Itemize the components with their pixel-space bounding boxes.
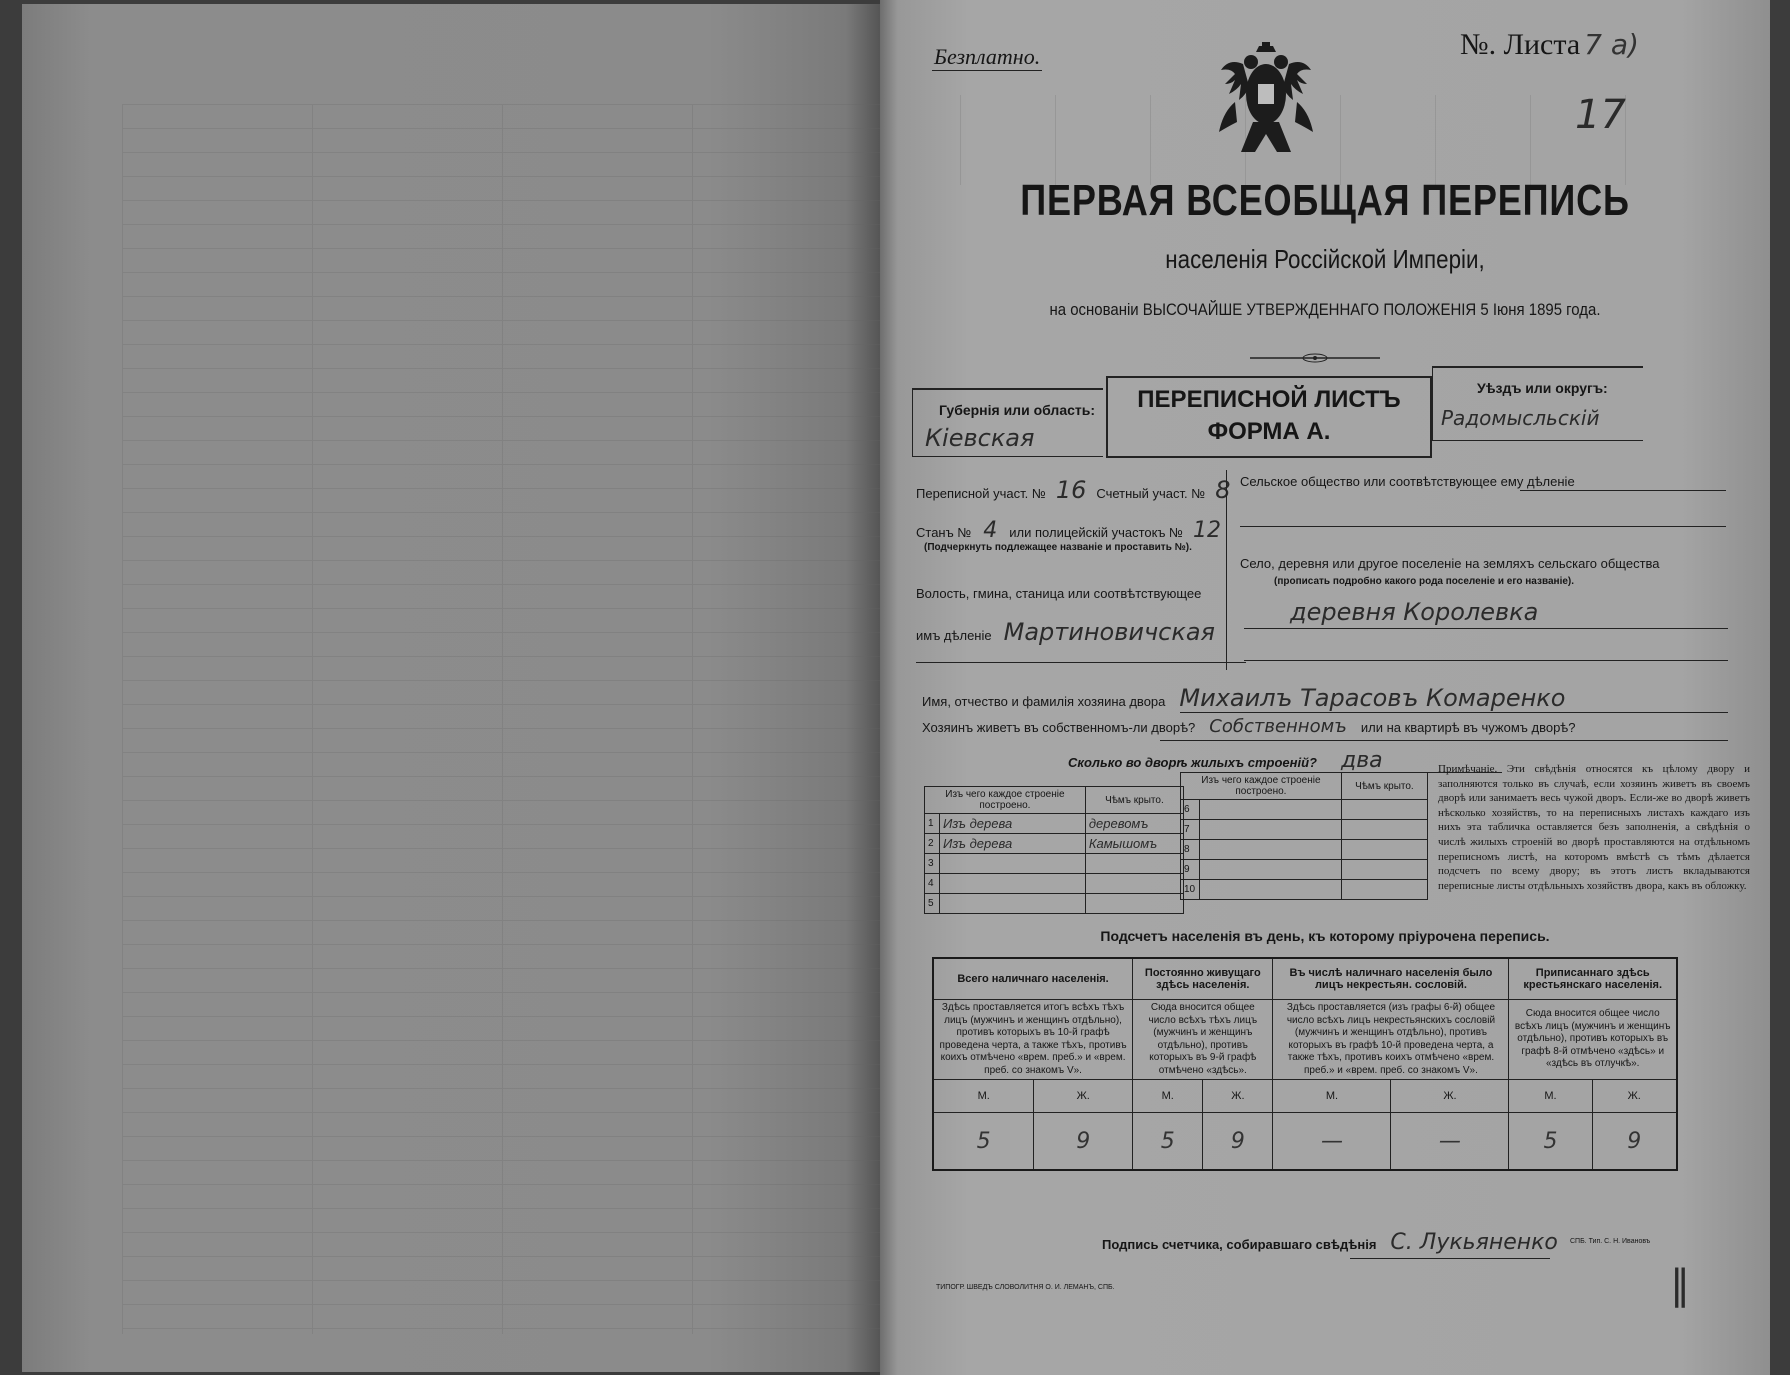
archive-number: 17 — [1575, 92, 1626, 138]
village-note: (прописать подробно какого рода поселеніе и его названіе). — [1274, 576, 1575, 587]
buildings-col-material: Изъ чего каждое строеніе построено. — [925, 787, 1086, 814]
pop-desc-peasant: Сюда вносится общее число всѣхъ лицъ (мужчинъ и женщинъ отдѣльно), противъ которыхъ въ графѣ 8-й отмѣчено «здѣсь» и «здѣсь въ отлучкѣ». — [1509, 1000, 1677, 1080]
uezd-value: Радомысльскій — [1441, 406, 1600, 430]
volost-underline — [916, 662, 1246, 663]
form-basis-line: на основаніи ВЫСОЧАЙШЕ УТВЕРЖДЕННАГО ПОЛОЖЕНІЯ 5 Іюня 1895 года. — [1049, 300, 1601, 319]
pop-value: 5 — [1509, 1113, 1592, 1171]
double-headed-eagle-emblem — [1213, 42, 1319, 164]
left-page — [22, 4, 880, 1372]
sheet-number-label: №. Листа — [1460, 28, 1581, 61]
owner-lives-underline — [1160, 740, 1728, 741]
sheet-number-value: 7 а) — [1584, 28, 1639, 61]
owner-lives-label: Хозяинъ живетъ въ собственномъ-ли дворѣ? — [922, 720, 1196, 735]
stan-row — [916, 518, 1221, 543]
pop-value: 9 — [1592, 1113, 1677, 1171]
society-line-2 — [1240, 526, 1726, 527]
table-row: 4 — [925, 874, 1184, 894]
table-row: 10 — [1181, 880, 1428, 900]
margin-mark: ‖ — [1670, 1262, 1690, 1308]
guberniya-value: Кіевская — [925, 424, 1035, 452]
pop-value: 9 — [1203, 1113, 1273, 1171]
buildings-table-left — [924, 786, 1184, 914]
signature-underline — [1350, 1258, 1550, 1259]
table-row: 9 — [1181, 860, 1428, 880]
pop-m-label: М. — [1273, 1080, 1391, 1113]
form-title-box — [1106, 376, 1432, 458]
pop-value: — — [1391, 1113, 1509, 1171]
table-row: 2 Изъ дерева Камышомъ — [925, 834, 1184, 854]
schet-uchastok-label: Счетный участ. № — [1096, 486, 1206, 501]
form-main-title: ПЕРВАЯ ВСЕОБЩАЯ ПЕРЕПИСЬ — [1020, 176, 1630, 225]
village-label: Село, деревня или другое поселеніе на земляхъ сельскаго общества — [1240, 556, 1660, 571]
perep-uchastok-label: Переписной участ. № — [916, 486, 1046, 501]
owner-name-value: Михаилъ Тарасовъ Комаренко — [1179, 684, 1566, 712]
village-line-2 — [1244, 660, 1728, 661]
owner-lives-value: Собственномъ — [1209, 716, 1347, 737]
underline-note: (Подчеркнуть подлежащее названіе и проставить №). — [924, 542, 1192, 553]
buildings-count-label: Сколько во дворѣ жилыхъ строеній? — [1068, 755, 1317, 770]
society-line-1 — [1520, 490, 1726, 491]
sheet-number — [1460, 28, 1639, 62]
pop-header-permanent: Постоянно живущаго здѣсь населенія. — [1133, 958, 1273, 1000]
stan-value: 4 — [983, 518, 998, 543]
population-table — [932, 957, 1678, 1171]
owner-name-label: Имя, отчество и фамилія хозяина двора — [922, 694, 1166, 709]
buildings-col-roof: Чѣмъ крыто. — [1085, 787, 1183, 814]
pop-header-peasant: Приписаннаго здѣсь крестьянскаго населенія. — [1509, 958, 1677, 1000]
pop-value: — — [1273, 1113, 1391, 1171]
uezd-label: Уѣздъ или округъ: — [1477, 380, 1608, 396]
pop-f-label: Ж. — [1034, 1080, 1133, 1113]
ornament-divider — [1250, 352, 1380, 364]
signature-label: Подпись счетчика, собиравшаго свѣдѣнія — [1102, 1237, 1377, 1252]
volost-label-2: имъ дѣленіе — [916, 628, 992, 643]
table-row: 6 — [1181, 800, 1428, 820]
perep-uchastok-value: 16 — [1055, 476, 1087, 504]
pop-header-total: Всего наличнаго населенія. — [933, 958, 1133, 1000]
census-form-page — [880, 0, 1770, 1375]
buildings-col-material-2: Изъ чего каждое строеніе построено. — [1181, 773, 1342, 800]
table-row: 3 — [925, 854, 1184, 874]
pop-f-label: Ж. — [1592, 1080, 1677, 1113]
owner-lives-row — [922, 716, 1576, 737]
table-row: 5 — [925, 894, 1184, 914]
pop-m-label: М. — [933, 1080, 1034, 1113]
buildings-count-value: два — [1341, 748, 1383, 773]
owner-name-underline — [1180, 712, 1728, 713]
pop-desc-nonpeasant: Здѣсь проставляется (изъ графы 6-й) общее число всѣхъ лицъ некрестьянскихъ сословій (мужчинъ и женщинъ отдѣльно), противъ которыхъ въ графѣ 10-й проведена черта, а также тѣхъ, противъ коихъ отмѣчено «врем. преб.» и «врем. преб. со знакомъ V». — [1273, 1000, 1509, 1080]
table-row: 7 — [1181, 820, 1428, 840]
schet-uchastok-value: 8 — [1215, 476, 1231, 504]
village-value: деревня Королевка — [1290, 598, 1539, 626]
table-row: 1 Изъ дерева деревомъ — [925, 814, 1184, 834]
fields-divider — [1226, 470, 1227, 670]
population-title: Подсчетъ населенія въ день, къ которому пріурочена перепись. — [1100, 928, 1550, 944]
stan-label: Станъ № — [916, 525, 972, 540]
guberniya-box — [912, 388, 1103, 457]
printer-imprint-left: ТИПОГР. ШВЕДЪ СЛОВОЛИТНЯ О. И. ЛЕМАНЪ, СПБ. — [936, 1284, 1115, 1291]
form-title-2: ФОРМА А. — [1207, 418, 1331, 445]
pop-value: 5 — [1133, 1113, 1203, 1171]
left-page-grid — [122, 104, 882, 1334]
free-label: Безплатно. — [934, 44, 1041, 69]
pop-desc-total: Здѣсь проставляется итогъ всѣхъ тѣхъ лицъ (мужчинъ и женщинъ отдѣльно), противъ которыхъ въ 10-й графѣ проведена черта, а также тѣхъ, противъ коихъ отмѣчено «врем. преб.» и «врем. преб. со знакомъ V». — [933, 1000, 1133, 1080]
form-subtitle: населенія Россійской Имперіи, — [1165, 244, 1485, 274]
buildings-col-roof-2: Чѣмъ крыто. — [1341, 773, 1427, 800]
police-value: 12 — [1193, 518, 1222, 543]
pop-value: 9 — [1034, 1113, 1133, 1171]
village-line-1 — [1244, 628, 1728, 629]
volost-row — [916, 618, 1215, 646]
owner-name-row — [922, 684, 1565, 712]
buildings-count-row — [1068, 748, 1383, 773]
printer-imprint-right: СПБ. Тип. С. Н. Ивановъ — [1570, 1238, 1651, 1245]
form-title-1: ПЕРЕПИСНОЙ ЛИСТЪ — [1137, 386, 1401, 413]
pop-m-label: М. — [1509, 1080, 1592, 1113]
pop-f-label: Ж. — [1391, 1080, 1509, 1113]
police-label: или полицейскій участокъ № — [1009, 525, 1184, 540]
buildings-note: Примѣчаніе. Эти свѣдѣнія относятся къ цѣлому двору и заполняются только въ случаѣ, если хозяинъ живетъ въ своемъ дворѣ или занимаетъ весь чужой дворъ. Если-же во дворѣ живетъ нѣсколько хозяйствъ, то на переписныхъ листахъ каждаго изъ нихъ эта табличка оставляется безъ заполненія, а свѣдѣнія о числѣ жилыхъ строеній во дворѣ проставляются на отдѣльномъ переписномъ листѣ, на которомъ вмѣстѣ съ тѣмъ дѣлается подсчетъ по всему двору; въ этотъ листъ вкладываются переписные листы отдѣльныхъ хозяйствъ двора, какъ въ обложку. — [1438, 763, 1750, 892]
perep-uchastok-row — [916, 476, 1231, 504]
uezd-box — [1432, 366, 1643, 441]
pop-value: 5 — [933, 1113, 1034, 1171]
owner-or-label: или на квартирѣ въ чужомъ дворѣ? — [1360, 720, 1576, 735]
pop-m-label: М. — [1133, 1080, 1203, 1113]
pop-desc-permanent: Сюда вносится общее число всѣхъ тѣхъ лицъ (мужчинъ и женщинъ отдѣльно), противъ которыхъ въ 9-й графѣ отмѣчено «здѣсь». — [1133, 1000, 1273, 1080]
table-row: 8 — [1181, 840, 1428, 860]
pop-header-nonpeasant: Въ числѣ наличнаго населенія было лицъ некрестьян. сословій. — [1273, 958, 1509, 1000]
society-label: Сельское общество или соотвѣтствующее ему дѣленіе — [1240, 474, 1575, 489]
volost-value: Мартиновичская — [1003, 618, 1215, 646]
guberniya-label: Губернія или область: — [939, 402, 1096, 418]
signature-row — [1102, 1230, 1558, 1255]
buildings-table-right — [1180, 772, 1428, 900]
pop-f-label: Ж. — [1203, 1080, 1273, 1113]
volost-label-1: Волость, гмина, станица или соотвѣтствующее — [916, 586, 1202, 601]
signature-value: С. Лукьяненко — [1390, 1230, 1558, 1255]
